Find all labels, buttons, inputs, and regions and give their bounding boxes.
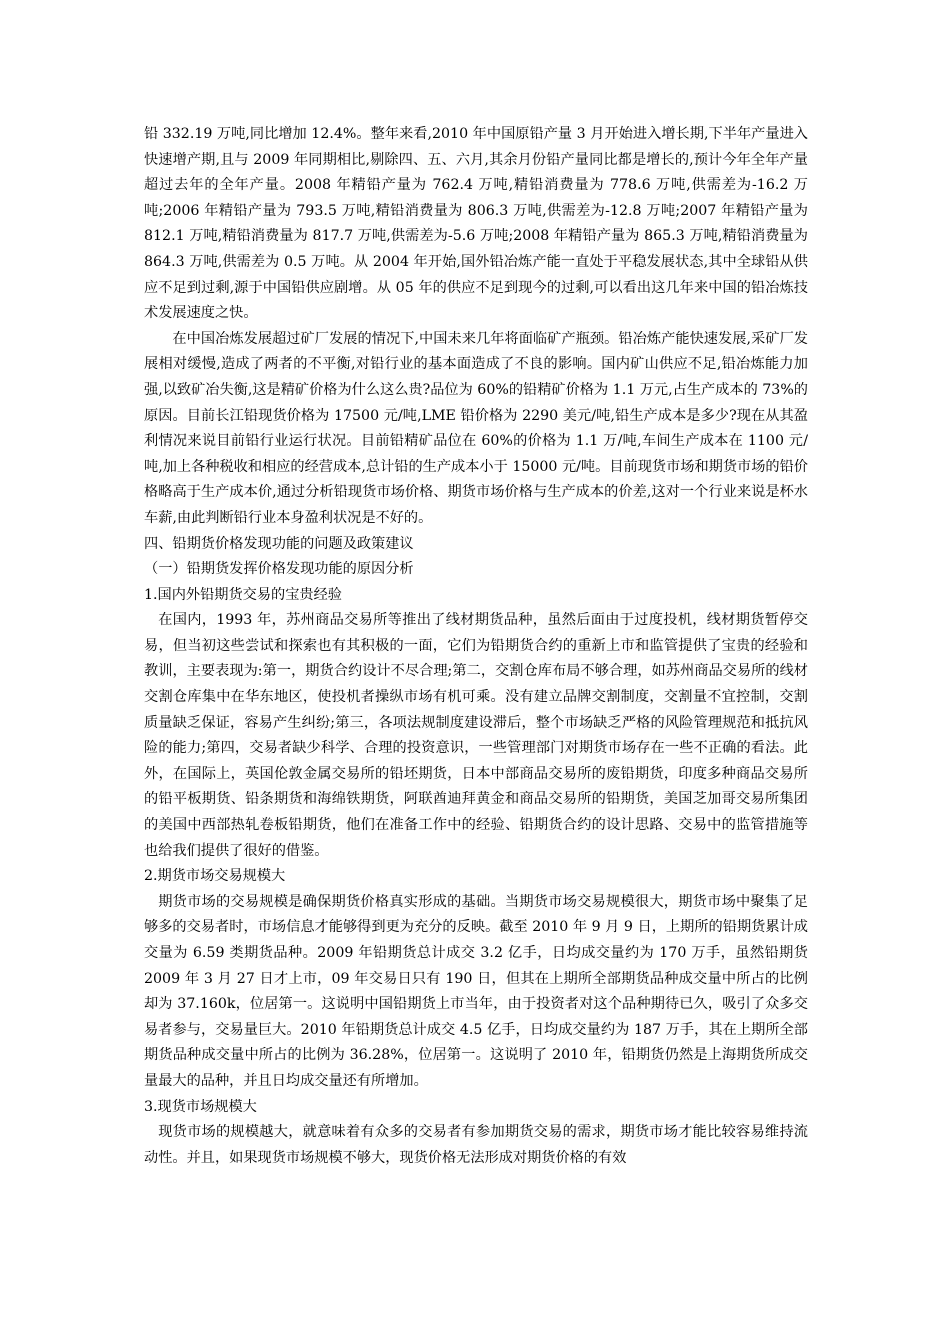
section-heading-4: 四、铅期货价格发现功能的问题及政策建议 <box>144 535 414 552</box>
item-heading-1: 1.国内外铅期货交易的宝贵经验 <box>144 586 342 603</box>
subsection-heading-1: （一）铅期货发挥价格发现功能的原因分析 <box>144 561 414 578</box>
document-page <box>144 122 808 1171</box>
paragraph-smelting-bottleneck: 在中国冶炼发展超过矿厂发展的情况下,中国未来几年将面临矿产瓶颈。铅冶炼产能快速发展,采矿厂发展相对缓慢,造成了两者的不平衡,对铅行业的基本面造成了不良的影响。国内矿山供应不足,铅冶炼能力加强,以致矿冶失衡,这是精矿价格为什么这么贵?品位为 60%的铅精矿价格为 1.1 万元,占生产成本的 73%的原因。目前长江铅现货价格为 17500 元/吨,LME 铅价格为 2290 美元/吨,铅生产成本是多少?现在从其盈利情况来说目前铅行业运行状况。目前铅精矿品位在 60%的价格为 1.1 万/吨,车间生产成本在 1100 元/吨,加上各种税收和相应的经营成本,总计铅的生产成本小于 15000 元/吨。目前现货市场和期货市场的铅价格略高于生产成本价,通过分析铅现货市场价格、期货市场价格与生产成本的价差,这对一个行业来说是杯水车薪,由此判断铅行业本身盈利状况是不好的。 <box>144 330 808 526</box>
item-heading-3: 3.现货市场规模大 <box>144 1098 257 1115</box>
paragraph-spot-scale: 现货市场的规模越大，就意味着有众多的交易者有参加期货交易的需求，期货市场才能比较容易维持流动性。并且，如果现货市场规模不够大，现货价格无法形成对期货价格的有效 <box>144 1124 808 1166</box>
paragraph-futures-scale: 期货市场的交易规模是确保期货价格真实形成的基础。当期货市场交易规模很大，期货市场中聚集了足够多的交易者时，市场信息才能够得到更为充分的反映。截至 2010 年 9 月 9 日，上期所的铅期货累计成交量为 6.59 类期货品种。2009 年铅期货总计成交 3.2 亿手，日均成交量约为 170 万手，虽然铅期货 2009 年 3 月 27 日才上市，09 年交易日只有 190 日，但其在上期所全部期货品种成交量中所占的比例却为 37.160k，位居第一。这说明中国铅期货上市当年，由于投资者对这个品种期待已久，吸引了众多交易者参与，交易量巨大。2010 年铅期货总计成交 4.5 亿手，日均成交量约为 187 万手，其在上期所全部期货品种成交量中所占的比例为 36.28%，位居第一。这说明了 2010 年，铅期货仍然是上海期货所成交量最大的品种，并且日均成交量还有所增加。 <box>144 893 808 1089</box>
paragraph-domestic-experience: 在国内，1993 年，苏州商品交易所等推出了线材期货品种，虽然后面由于过度投机，线材期货暂停交易，但当初这些尝试和探索也有其积极的一面，它们为铅期货合约的重新上市和监管提供了宝贵的经验和教训，主要表现为:第一，期货合约设计不尽合理;第二，交割仓库布局不够合理，如苏州商品交易所的线材交割仓库集中在华东地区，使投机者操纵市场有机可乘。没有建立品牌交割制度，交割量不宜控制，交割质量缺乏保证，容易产生纠纷;第三，各项法规制度建设滞后，整个市场缺乏严格的风险管理规范和抵抗风险的能力;第四，交易者缺少科学、合理的投资意识，一些管理部门对期货市场存在一些不正确的看法。此外，在国际上，英国伦敦金属交易所的铅坯期货，日本中部商品交易所的废铅期货，印度多种商品交易所的铅平板期货、铅条期货和海绵铁期货，阿联酋迪拜黄金和商品交易所的铅期货，美国芝加哥交易所集团的美国中西部热轧卷板铅期货，他们在准备工作中的经验、铅期货合约的设计思路、交易中的监管措施等也给我们提供了很好的借鉴。 <box>144 612 808 859</box>
item-heading-2: 2.期货市场交易规模大 <box>144 868 286 885</box>
paragraph-lead-production: 铅 332.19 万吨,同比增加 12.4%。整年来看,2010 年中国原铅产量 3 月开始进入增长期,下半年产量进入快速增产期,且与 2009 年同期相比,剔除四、五、六月,其余月份铅产量同比都是增长的,预计今年全年产量超过去年的全年产量。2008 年精铅产量为 762.4 万吨,精铅消费量为 778.6 万吨,供需差为-16.2 万吨;2006 年精铅产量为 793.5 万吨,精铅消费量为 806.3 万吨,供需差为-12.8 万吨;2007 年精铅产量为 812.1 万吨,精铅消费量为 817.7 万吨,供需差为-5.6 万吨;2008 年精铅产量为 865.3 万吨,精铅消费量为 864.3 万吨,供需差为 0.5 万吨。从 2004 年开始,国外铅冶炼产能一直处于平稳发展状态,其中全球铅从供应不足到过剩,源于中国铅供应剧增。从 05 年的供应不足到现今的过剩,可以看出这几年来中国的铅冶炼技术发展速度之快。 <box>144 126 808 322</box>
